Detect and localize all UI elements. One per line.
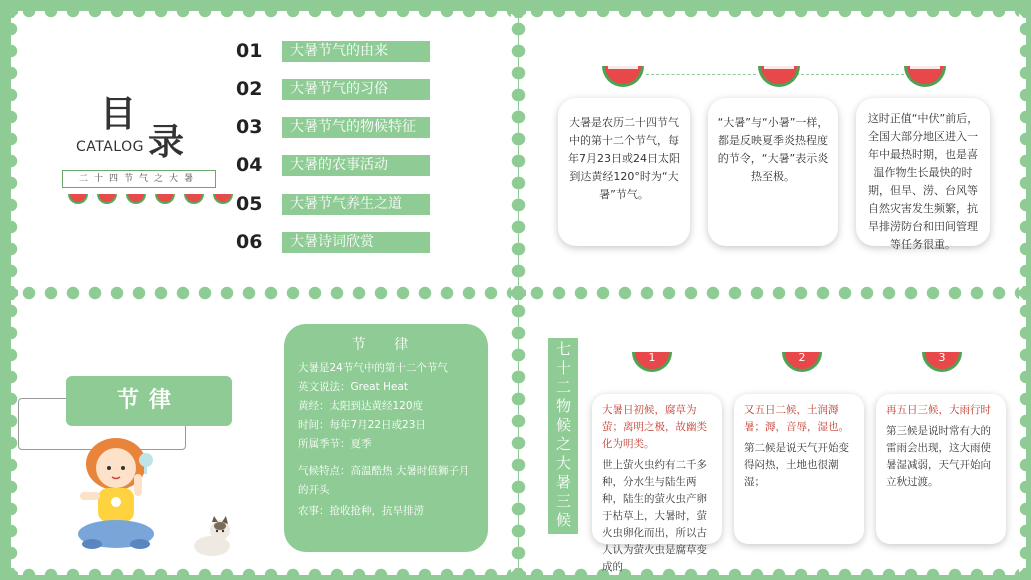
info-line: 时间：每年7月22日或23日 (298, 419, 426, 431)
scallop-border-bottom (18, 283, 511, 293)
subtitle: 二十四节气之大暑 (62, 170, 216, 188)
card-body: 世上萤火虫约有二千多种，分水生与陆生两种，陆生的萤火虫产卵于枯草上，大暑时，萤火虫卵化而出，所以古人认为萤火虫是腐草变成的 (602, 459, 707, 573)
watermelon-icon (97, 194, 117, 204)
toc-label: 大暑节气的习俗 (282, 79, 430, 100)
catalog-label: CATALOG (76, 139, 144, 155)
watermelon-number-icon: 1 (632, 352, 672, 372)
cat-illustration (188, 514, 236, 558)
toc-number: 06 (236, 231, 263, 253)
phenology-card (592, 394, 722, 573)
phenology-slide[interactable] (526, 300, 1019, 573)
card-title: 节 律 (351, 337, 421, 353)
card-text: 这时正值“中伏”前后，全国大部分地区进入一年中最热时期，也是喜温作物生长最快的时期，但旱、涝、台风等自然灾害发生频繁，抗旱排涝防台和田间管理等任务很重。 (867, 112, 979, 251)
catalog-slide[interactable] (18, 18, 511, 286)
scallop-border-left (11, 18, 21, 286)
toc-item-3[interactable] (236, 116, 430, 138)
toc-item-6[interactable] (236, 231, 430, 253)
title-char-1: 目 (100, 94, 137, 135)
girl-illustration (72, 430, 168, 558)
vertical-title: 七十二物候之大暑三候 (548, 338, 578, 534)
title-char-2: 录 (148, 122, 185, 163)
card-heading: 又五日二候，土润溽暑；溽，音辱，湿也。 (744, 404, 849, 433)
info-line: 农事：抢收抢种，抗旱排涝 (298, 505, 424, 517)
watermelon-icon (184, 194, 204, 204)
toc-label: 大暑诗词欣赏 (282, 232, 430, 253)
toc-label: 大暑的农事活动 (282, 155, 430, 176)
scallop-border-right (508, 300, 518, 568)
scallop-border-left (519, 18, 529, 286)
phenology-card (876, 394, 1006, 544)
watermelon-icon (904, 66, 946, 87)
toc-number: 05 (236, 193, 263, 215)
card-text: 大暑是农历二十四节气中的第十二个节气，每年7月23日或24日太阳到达黄经120°时为“大暑”节气。 (568, 116, 680, 201)
toc-label: 大暑节气养生之道 (282, 194, 430, 215)
toc-item-4[interactable] (236, 154, 430, 176)
scallop-border-top (18, 293, 511, 303)
section-title: 节律 (66, 376, 232, 426)
scallop-border-top (526, 11, 1019, 21)
toc-item-1[interactable] (236, 40, 430, 62)
toc-number: 04 (236, 154, 263, 176)
toc-label: 大暑节气的物候特征 (282, 117, 430, 138)
watermelon-icon (155, 194, 175, 204)
scallop-border-top (18, 11, 511, 21)
card-text: “大暑”与“小暑”一样，都是反映夏季炎热程度的节令，“大暑”表示炎热至极。 (717, 116, 829, 183)
scallop-border-left (519, 300, 529, 568)
info-line: 大暑是24节气中的第十二个节气 (298, 362, 448, 374)
info-line: 黄经：太阳到达黄经120度 (298, 400, 424, 412)
toc-item-2[interactable] (236, 78, 430, 100)
card-heading: 大暑日初候，腐草为萤；离明之极，故幽类化为明类。 (602, 404, 707, 450)
scallop-border-bottom (526, 565, 1019, 575)
watermelon-number-icon: 2 (782, 352, 822, 372)
toc-number: 01 (236, 40, 263, 62)
scallop-border-right (508, 18, 518, 286)
card-body: 第三候是说时常有大的雷雨会出现，这大雨使暑湿减弱，天气开始向立秋过渡。 (886, 425, 991, 488)
toc-number: 02 (236, 78, 263, 100)
info-line: 英文说法：Great Heat (298, 381, 408, 393)
info-line: 气候特点：高温酷热 大暑时值狮子月的开头 (298, 465, 470, 496)
dashed-connector (646, 74, 756, 75)
card-body: 第二候是说天气开始变得闷热，土地也很潮湿； (744, 442, 849, 488)
watermelon-icon (213, 194, 233, 204)
rhythm-slide[interactable] (18, 300, 511, 568)
info-card (856, 98, 990, 251)
info-card (708, 98, 838, 246)
toc-item-5[interactable] (236, 193, 430, 215)
watermelon-icon (68, 194, 88, 204)
intro-slide[interactable] (526, 18, 1019, 286)
watermelon-icon (126, 194, 146, 204)
scallop-border-right (1016, 18, 1026, 286)
scallop-border-bottom (526, 283, 1019, 293)
rhythm-info-card (284, 324, 488, 552)
watermelon-row (68, 194, 233, 204)
toc-number: 03 (236, 116, 263, 138)
toc-label: 大暑节气的由来 (282, 41, 430, 62)
phenology-card (734, 394, 864, 544)
card-heading: 再五日三候，大雨行时 (886, 404, 991, 416)
scallop-border-top (526, 293, 1019, 303)
scallop-border-right (1016, 300, 1026, 568)
info-card (558, 98, 690, 246)
dashed-connector (796, 74, 904, 75)
watermelon-icon (602, 66, 644, 87)
watermelon-number-icon: 3 (922, 352, 962, 372)
scallop-border-bottom (18, 565, 511, 575)
info-line: 所属季节：夏季 (298, 438, 372, 450)
watermelon-icon (758, 66, 800, 87)
